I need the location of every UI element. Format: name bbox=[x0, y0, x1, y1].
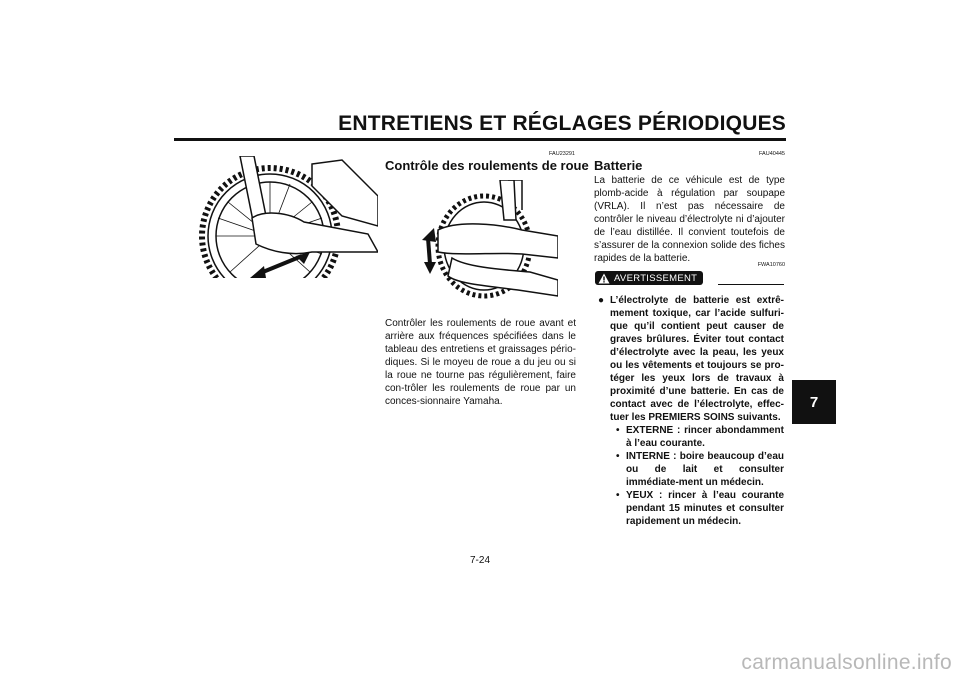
warning-content bbox=[598, 294, 784, 528]
watermark: carmanualsonline.info bbox=[741, 651, 952, 674]
page-number: 7-24 bbox=[469, 555, 490, 566]
warning-sub-item bbox=[598, 489, 784, 528]
section-title-bearings: Contrôle des roulements de roue bbox=[385, 158, 589, 173]
warning-triangle-icon bbox=[598, 273, 610, 284]
warning-main-text: L’électrolyte de batterie est extrê-mement toxique, car l’acide sulfuri-que qu’il contient peut causer de graves brûlures. Éviter tout contact d’électrolyte avec la peau, les yeux ou les vêtements et toujours se pro-téger les yeux lors de travaux à proximité d’une batterie. En cas de contact avec de l’électrolyte, effec-tuer les PREMIERS SOINS suivants. bbox=[610, 295, 784, 423]
warning-sub-item bbox=[598, 424, 784, 450]
warning-code: FWA10760 bbox=[757, 262, 785, 268]
warning-main-item bbox=[598, 294, 784, 424]
warning-rule bbox=[718, 284, 784, 285]
warning-sub-text: EXTERNE : rincer abondamment à l’eau courante. bbox=[626, 425, 784, 449]
warning-sub-text: YEUX : rincer à l’eau courante pendant 15 minutes et consulter rapidement un médecin. bbox=[626, 490, 784, 527]
chapter-tab bbox=[792, 380, 836, 424]
wheel-bearing-check-illustration-right bbox=[418, 180, 558, 300]
warning-sub-item bbox=[598, 450, 784, 489]
page-header-title: ENTRETIENS ET RÉGLAGES PÉRIODIQUES bbox=[338, 112, 786, 135]
paragraph-battery: La batterie de ce véhicule est de type plomb-acide à régulation par soupape (VRLA). Il n’est pas nécessaire de contrôler le niveau d’électrolyte ni d’ajouter de l’eau distillée. Il convient toutefois de s’assurer de la connexion solide des fiches rapides de la batterie. bbox=[594, 175, 785, 264]
warning-sub-text: INTERNE : boire beaucoup d’eau ou de lait et consulter immédiate-ment un médecin. bbox=[626, 451, 784, 488]
section-code-bearings: FAU23291 bbox=[549, 151, 575, 157]
paragraph-bearings: Contrôler les roulements de roue avant et arrière aux fréquences spécifiées dans le tableau des entretiens et graissages pério-diques. Si le moyeu de roue a du jeu ou si la roue ne tourne pas régulièrement, faire con-trôler les roulements de roue par un conces-sionnaire Yamaha. bbox=[385, 318, 576, 407]
bullet-dot-icon: • bbox=[616, 425, 620, 436]
header-rule bbox=[174, 138, 786, 141]
wheel-bearing-check-illustration-left bbox=[192, 156, 378, 278]
warning-label: AVERTISSEMENT bbox=[614, 272, 698, 284]
bullet-dot-icon: ● bbox=[598, 295, 605, 306]
bullet-dot-icon: • bbox=[616, 490, 620, 501]
section-title-battery: Batterie bbox=[594, 158, 643, 173]
bullet-dot-icon: • bbox=[616, 451, 620, 462]
warning-badge bbox=[595, 271, 703, 285]
section-code-battery: FAU40445 bbox=[759, 151, 785, 157]
chapter-number: 7 bbox=[809, 393, 819, 411]
